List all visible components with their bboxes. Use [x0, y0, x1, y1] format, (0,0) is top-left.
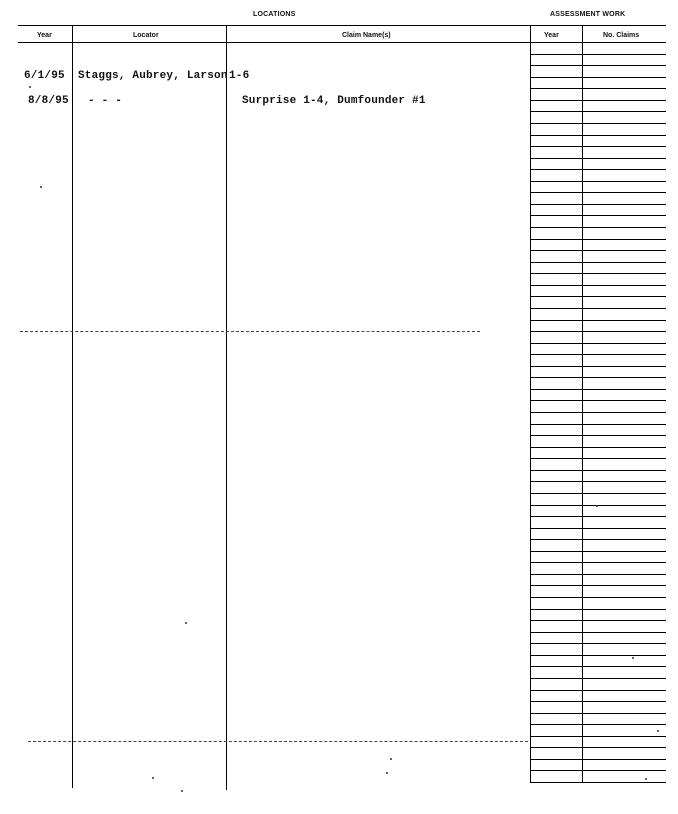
assessment-row-line: [530, 331, 666, 332]
assessment-row-line: [530, 389, 666, 390]
entry-locator: - - -: [88, 95, 123, 107]
assessment-row-line: [530, 424, 666, 425]
column-header-no-claims: No. Claims: [603, 32, 640, 39]
assessment-row-line: [530, 111, 666, 112]
assessment-row-line: [530, 285, 666, 286]
assessment-row-line: [530, 227, 666, 228]
divider-year-locator: [72, 26, 73, 788]
column-header-assessment-year: Year: [544, 32, 559, 39]
assessment-row-line: [530, 412, 666, 413]
scan-fold-line: [28, 741, 528, 742]
assessment-row-line: [530, 54, 666, 55]
scan-speck: [185, 622, 187, 624]
assessment-row-line: [530, 551, 666, 552]
scan-speck: [40, 186, 42, 188]
scan-fold-line: [20, 331, 480, 332]
assessment-row-line: [530, 181, 666, 182]
column-header-year: Year: [37, 32, 52, 39]
entry-claims: 1-6: [229, 70, 250, 82]
assessment-row-line: [530, 377, 666, 378]
assessment-row-line: [530, 713, 666, 714]
assessment-row-line: [530, 262, 666, 263]
assessment-row-line: [530, 447, 666, 448]
assessment-row-line: [530, 400, 666, 401]
assessment-row-line: [530, 505, 666, 506]
assessment-row-line: [530, 158, 666, 159]
scan-speck: [632, 657, 634, 659]
assessment-row-line: [530, 516, 666, 517]
assessment-row-line: [530, 88, 666, 89]
assessment-row-line: [530, 296, 666, 297]
assessment-row-line: [530, 458, 666, 459]
assessment-row-line: [530, 250, 666, 251]
scan-speck: [181, 790, 183, 792]
assessment-row-line: [530, 562, 666, 563]
entry-year: 6/1/95: [24, 70, 65, 82]
assessment-row-line: [530, 736, 666, 737]
column-header-claim-names: Claim Name(s): [342, 32, 391, 39]
assessment-row-line: [530, 690, 666, 691]
assessment-work-header: ASSESSMENT WORK: [550, 11, 626, 18]
assessment-row-line: [530, 609, 666, 610]
entry-claims: Surprise 1-4, Dumfounder #1: [242, 95, 426, 107]
assessment-row-line: [530, 782, 666, 783]
assessment-row-line: [530, 481, 666, 482]
assessment-row-line: [530, 678, 666, 679]
assessment-row-line: [530, 724, 666, 725]
assessment-row-line: [530, 643, 666, 644]
assessment-row-line: [530, 273, 666, 274]
assessment-row-line: [530, 666, 666, 667]
assessment-row-line: [530, 308, 666, 309]
assessment-row-line: [530, 528, 666, 529]
assessment-row-line: [530, 123, 666, 124]
scan-speck: [386, 772, 388, 774]
assessment-work-grid: [530, 42, 670, 782]
scan-speck: [29, 86, 31, 88]
assessment-row-line: [530, 597, 666, 598]
locations-header: LOCATIONS: [253, 11, 296, 18]
assessment-row-line: [530, 215, 666, 216]
assessment-row-line: [530, 493, 666, 494]
assessment-row-line: [530, 655, 666, 656]
assessment-row-line: [530, 169, 666, 170]
assessment-row-line: [530, 620, 666, 621]
assessment-row-line: [530, 65, 666, 66]
assessment-row-line: [530, 320, 666, 321]
assessment-row-line: [530, 77, 666, 78]
assessment-row-line: [530, 632, 666, 633]
assessment-row-line: [530, 470, 666, 471]
entry-year: 8/8/95: [28, 95, 69, 107]
column-header-locator: Locator: [133, 32, 159, 39]
assessment-row-line: [530, 100, 666, 101]
assessment-row-line: [530, 701, 666, 702]
assessment-row-line: [530, 366, 666, 367]
assessment-row-line: [530, 770, 666, 771]
assessment-row-line: [530, 585, 666, 586]
assessment-row-line: [530, 354, 666, 355]
scan-speck: [657, 730, 659, 732]
assessment-row-line: [530, 759, 666, 760]
divider-locator-claims: [226, 26, 227, 790]
assessment-row-line: [530, 192, 666, 193]
assessment-row-line: [530, 204, 666, 205]
assessment-row-line: [530, 435, 666, 436]
assessment-row-line: [530, 574, 666, 575]
assessment-row-line: [530, 135, 666, 136]
scan-speck: [152, 777, 154, 779]
scan-speck: [596, 505, 598, 507]
header-top-rule: [18, 25, 666, 26]
assessment-row-line: [530, 146, 666, 147]
assessment-row-line: [530, 747, 666, 748]
entry-locator: Staggs, Aubrey, Larson: [78, 70, 228, 82]
assessment-row-line: [530, 239, 666, 240]
assessment-row-line: [530, 343, 666, 344]
scan-speck: [645, 778, 647, 780]
assessment-row-line: [530, 539, 666, 540]
scan-speck: [390, 758, 392, 760]
